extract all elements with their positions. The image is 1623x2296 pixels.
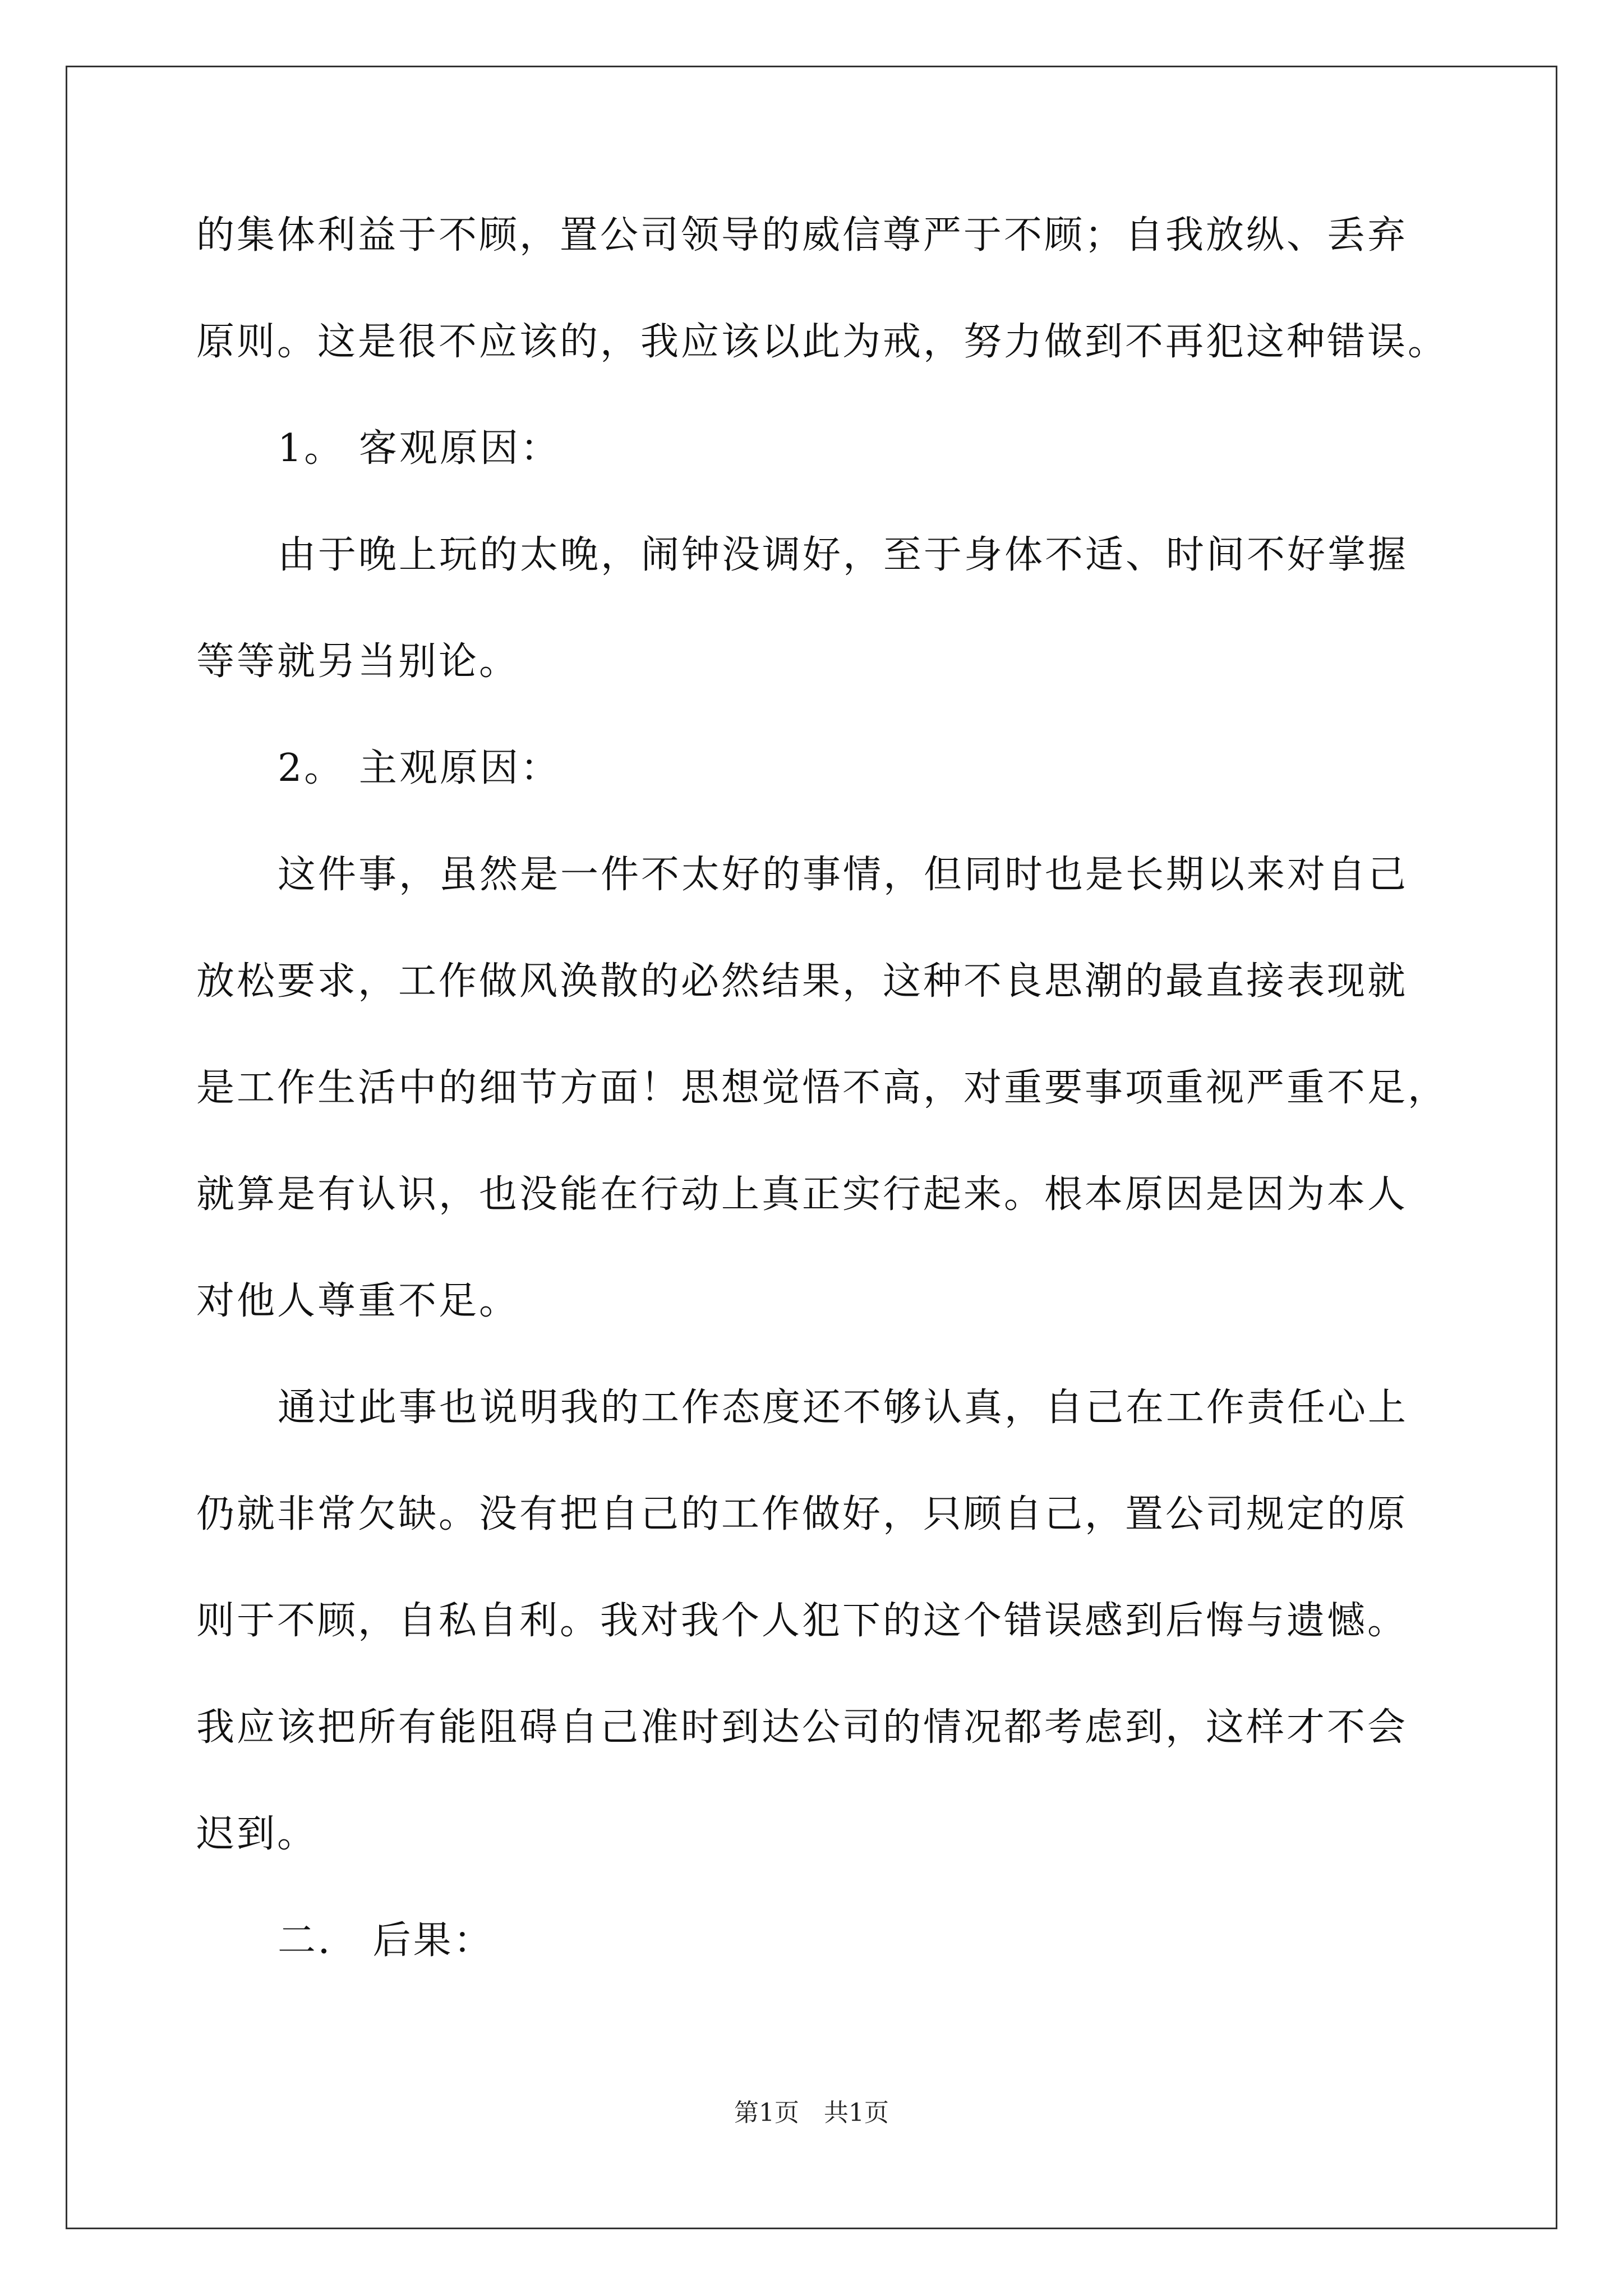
- paragraph-first-line: 由于晚上玩的太晚，闹钟没调好，至于身体不适、时间不好掌握: [278, 533, 1409, 577]
- text-line: 我应该把所有能阻碍自己准时到达公司的情况都考虑到，这样才不会: [196, 1705, 1408, 1750]
- text-line: 对他人尊重不足。: [196, 1279, 520, 1323]
- paragraph-first-line: 这件事，虽然是一件不太好的事情，但同时也是长期以来对自己: [278, 853, 1409, 897]
- text-line: 放松要求，工作做风涣散的必然结果，这种不良思潮的最直接表现就: [196, 959, 1408, 1004]
- page-number-footer: 第1页 共1页: [734, 2099, 889, 2127]
- text-line: 原则。这是很不应该的，我应该以此为戒，努力做到不再犯这种错误。: [196, 320, 1449, 364]
- section-heading: 2。 主观原因：: [278, 746, 561, 790]
- text-line: 则于不顾，自私自利。我对我个人犯下的这个错误感到后悔与遗憾。: [196, 1599, 1408, 1643]
- text-line: 是工作生活中的细节方面！思想觉悟不高，对重要事项重视严重不足，: [196, 1066, 1449, 1110]
- text-line: 的集体利益于不顾，置公司领导的威信尊严于不顾；自我放纵、丢弃: [196, 213, 1408, 257]
- text-line: 等等就另当别论。: [196, 639, 520, 684]
- section-heading: 1。 客观原因：: [278, 426, 561, 471]
- text-line: 就算是有认识，也没能在行动上真正实行起来。根本原因是因为本人: [196, 1172, 1408, 1217]
- text-line: 仍就非常欠缺。没有把自己的工作做好，只顾自己，置公司规定的原: [196, 1492, 1408, 1536]
- section-heading: 二． 后果：: [278, 1918, 494, 1963]
- page-border: [66, 66, 1557, 2229]
- paragraph-first-line: 通过此事也说明我的工作态度还不够认真，自己在工作责任心上: [278, 1386, 1409, 1430]
- text-line: 迟到。: [196, 1812, 318, 1856]
